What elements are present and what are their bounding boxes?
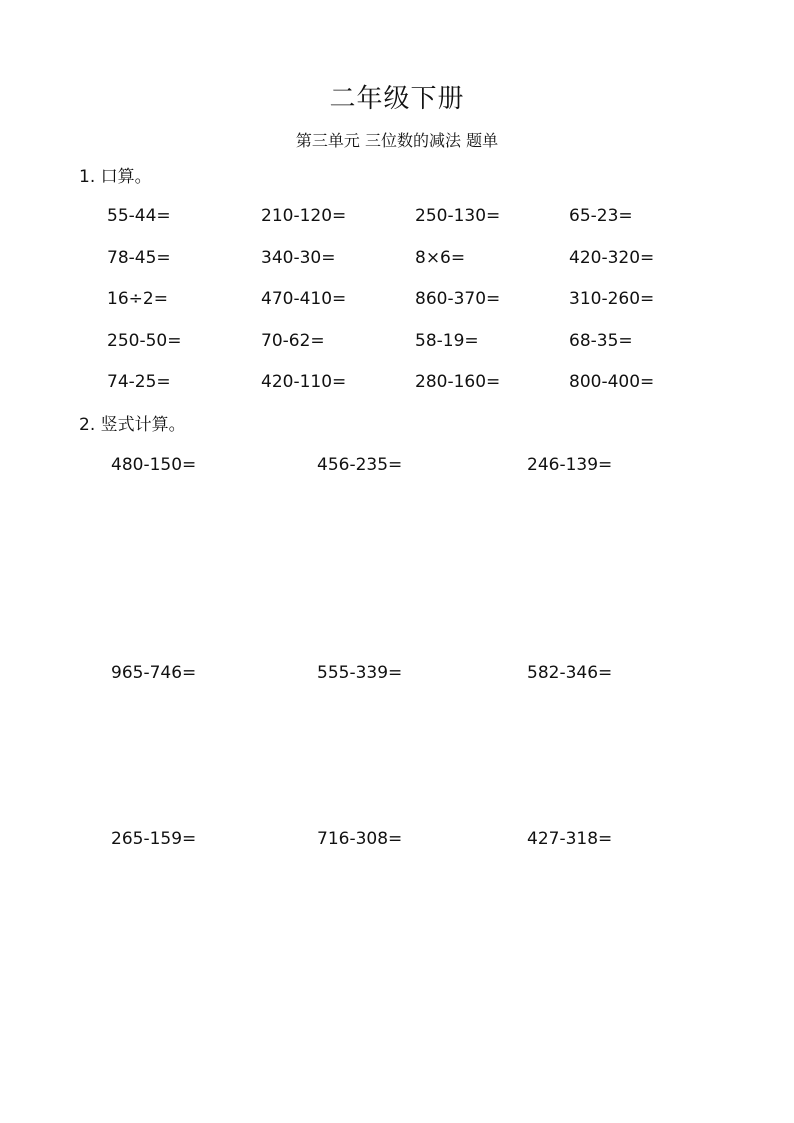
oral-row	[107, 247, 727, 289]
oral-problem: 420-110=	[261, 372, 347, 392]
vertical-problem: 456-235=	[317, 455, 403, 475]
vertical-problem: 480-150=	[111, 455, 197, 475]
oral-problem: 70-62=	[261, 330, 325, 351]
page-title: 二年级下册	[329, 84, 465, 114]
vertical-problem: 265-159=	[111, 829, 197, 849]
page-subtitle: 第三单元 三位数的减法 题单	[295, 131, 499, 150]
section-vertical-title: 2. 竖式计算。	[79, 415, 186, 435]
oral-problem: 65-23=	[569, 206, 633, 226]
oral-problem: 800-400=	[569, 372, 655, 392]
section-oral-title: 1. 口算。	[79, 167, 152, 187]
vertical-problem: 555-339=	[317, 663, 403, 683]
oral-row	[107, 330, 727, 372]
oral-problem: 8×6=	[415, 247, 466, 268]
oral-row	[107, 205, 727, 247]
oral-problem: 16÷2=	[107, 289, 168, 309]
oral-problem: 210-120=	[261, 206, 347, 226]
oral-problem: 860-370=	[415, 289, 501, 309]
oral-problem: 68-35=	[569, 330, 633, 351]
oral-problem: 58-19=	[415, 330, 479, 351]
oral-problem: 420-320=	[569, 247, 655, 268]
oral-calculation-grid	[107, 205, 727, 413]
oral-problem: 78-45=	[107, 247, 171, 268]
oral-problem: 310-260=	[569, 289, 655, 309]
oral-problem: 55-44=	[107, 206, 171, 226]
vertical-problem: 716-308=	[317, 829, 403, 849]
oral-problem: 470-410=	[261, 289, 347, 309]
oral-problem: 250-50=	[107, 330, 182, 351]
oral-problem: 340-30=	[261, 247, 336, 268]
oral-problem: 280-160=	[415, 372, 501, 392]
vertical-problem: 965-746=	[111, 663, 197, 683]
vertical-problem: 582-346=	[527, 663, 613, 683]
vertical-problem: 246-139=	[527, 455, 613, 475]
oral-problem: 250-130=	[415, 206, 501, 226]
oral-problem: 74-25=	[107, 372, 171, 392]
oral-row	[107, 288, 727, 330]
vertical-problem: 427-318=	[527, 829, 613, 849]
oral-row	[107, 371, 727, 413]
